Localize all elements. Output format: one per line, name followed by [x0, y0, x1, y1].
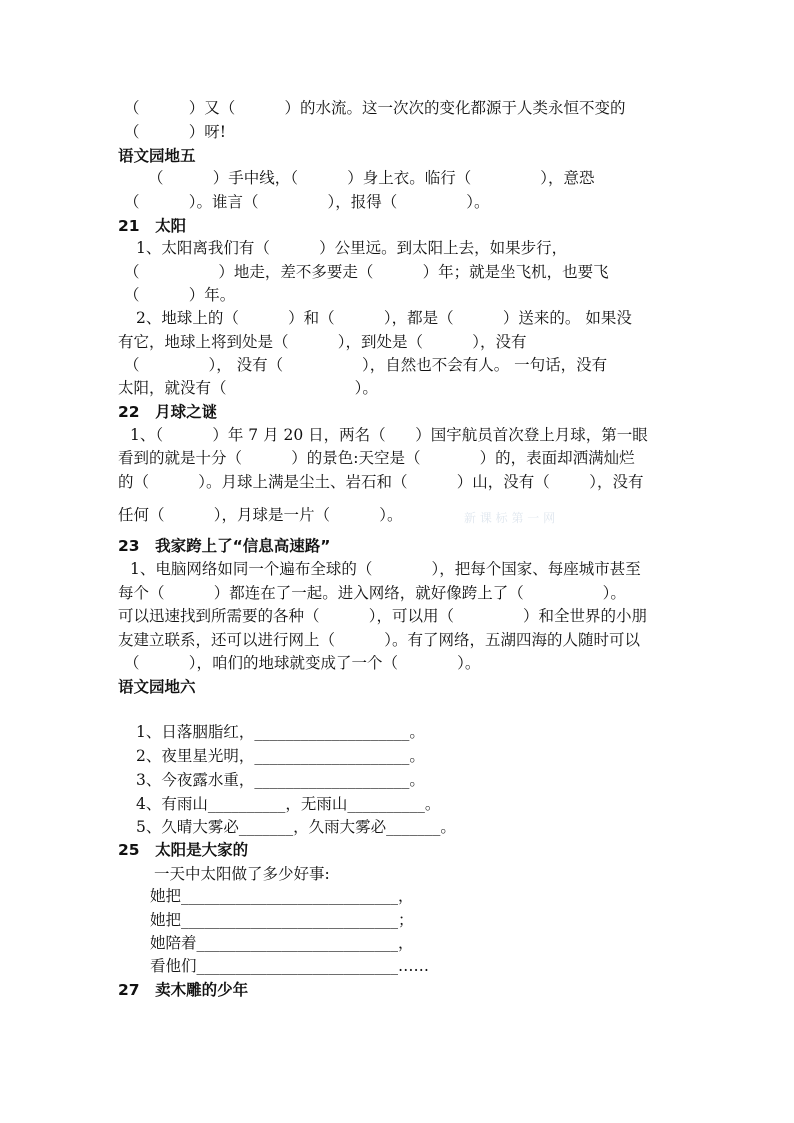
section-heading: 25 太阳是大家的 — [118, 841, 249, 859]
text-line: 3、今夜露水重，____________________。 — [136, 771, 425, 789]
text-line: 5、久晴大雾必_______，久雨大雾必_______。 — [136, 818, 456, 836]
text-line: （ ）年。 — [124, 286, 236, 304]
text-line: 她把____________________________； — [150, 911, 414, 929]
text-line: 每个（ ）都连在了一起。进入网络，就好像跨上了（ ）。 — [118, 584, 626, 602]
text-line: 太阳，就没有（ ）。 — [118, 379, 378, 397]
text-line: （ ）。谁言（ ），报得（ ）。 — [124, 193, 490, 211]
watermark: 新 课 标 第 一 网 — [464, 511, 556, 525]
text-line: 2、地球上的（ ）和（ ），都是（ ）送来的。 如果没 — [136, 309, 632, 327]
section-heading: 27 卖木雕的少年 — [118, 981, 249, 999]
text-line: 一天中太阳做了多少好事: — [154, 865, 330, 883]
text-line: 1、日落胭脂红，____________________。 — [136, 723, 425, 741]
section-heading: 22 月球之谜 — [118, 403, 218, 421]
section-heading: 21 太阳 — [118, 217, 187, 235]
text-line: （ ）又（ ）的水流。这一次次的变化都源于人类永恒不变的 — [124, 99, 626, 117]
text-line: 1、太阳离我们有（ ）公里远。到太阳上去，如果步行， — [136, 239, 568, 257]
text-line: 看他们__________________________…… — [150, 957, 430, 975]
text-line: （ ）呀! — [124, 123, 226, 141]
text-line: 1、（ ）年 7 月 20 日，两名（ ）国宇航员首次登上月球，第一眼 — [130, 426, 648, 444]
text-line: 可以迅速找到所需要的各种（ ），可以用（ ）和全世界的小朋 — [118, 607, 648, 625]
section-heading: 语文园地六 — [118, 678, 196, 696]
text-line: 友建立联系，还可以进行网上（ ）。有了网络，五湖四海的人随时可以 — [118, 631, 641, 649]
text-line: 的（ ）。月球上满是尘土、岩石和（ ）山，没有（ ），没有 — [118, 473, 644, 491]
text-line: 2、夜里星光明，____________________。 — [136, 747, 425, 765]
section-heading: 语文园地五 — [118, 147, 196, 165]
text-line: 1、电脑网络如同一个遍布全球的（ ），把每个国家、每座城市甚至 — [130, 560, 641, 578]
text-line: 4、有雨山__________，无雨山__________。 — [136, 795, 441, 813]
text-line: 她把____________________________， — [150, 887, 414, 905]
text-line: 她陪着__________________________， — [150, 934, 414, 952]
text-line: （ ），咱们的地球就变成了一个（ ）。 — [124, 654, 481, 672]
text-line: 看到的就是十分（ ）的景色:天空是（ ）的，表面却洒满灿烂 — [118, 449, 635, 467]
text-line: （ ）， 没有（ ），自然也不会有人。 一句话，没有 — [124, 356, 608, 374]
section-heading: 23 我家跨上了“信息高速路” — [118, 537, 331, 555]
text-line: 有它，地球上将到处是（ ），到处是（ ），没有 — [118, 333, 527, 351]
text-line: （ ）地走，差不多要走（ ）年；就是坐飞机，也要飞 — [124, 263, 609, 281]
text-line: （ ）手中线，（ ）身上衣。临行（ ），意恐 — [148, 169, 595, 187]
text-line: 任何（ ），月球是一片（ ）。 — [118, 506, 403, 524]
